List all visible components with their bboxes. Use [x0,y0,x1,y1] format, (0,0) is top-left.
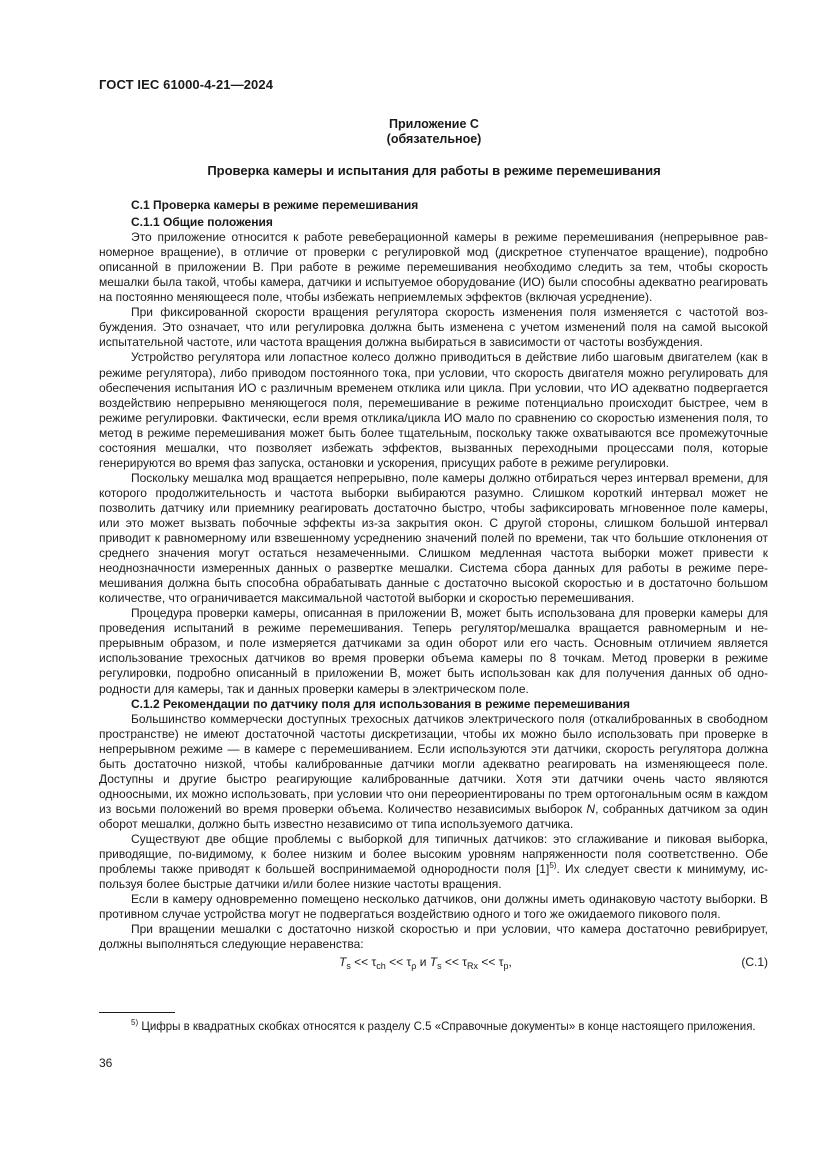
annex-label: Приложение С [389,117,479,131]
annex-title: Проверка камеры и испытания для работы в режиме перемешивания [207,163,661,178]
paragraph: Если в камеру одновременно помещено несколько датчиков, они должны иметь одинаковую частоту выборки. В противном случае устройства могут не подвергаться воздействию одного и того же ожидаемого пикового поля. [99,892,768,922]
paragraph: Устройство регулятора или лопастное колесо должно приводиться в действие либо шаговым двигателем (как в режиме регулятора), либо приводом постоянного тока, при условии, что скорость двигателя можно регулировать для обеспечения испытания ИО с различным временем отклика или цикла. При условии, что ИО адекватно подвергается воздействию непрерывно меняющегося поля, перемешивание в режиме потенциально происходит быстрее, чем в режиме регулировки. Фактически, если время отклика/цикла ИО мало по сравнению со скоростью изменения поля, то метод в режиме перемешивания может быть более тщательным, поскольку также охватываются все промежуточные состояния мешалки, что позволяет избежать эффектов, вызванных переходными процессами поля, которые генерируются во время фаз запуска, остановки и ускорения, присущих работе в режиме регулировки. [99,350,768,470]
page-number: 36 [99,1056,113,1070]
formula-expression: $T_s << \tau_{ch} << \tau_\rho$ и $T_s << \tau_{Rx} << \tau_p$, [339,955,512,972]
section-c1-title: С.1 Проверка камеры в режиме перемешивания [131,198,419,212]
footnote-marker: 5) [131,1018,139,1027]
footnote-ref: 5) [549,861,557,871]
formula-number: (С.1) [741,955,768,970]
paragraph: Процедура проверки камеры, описанная в приложении В, может быть использована для проверки камеры для проведения испытаний в режиме перемешивания. Теперь регулятор/мешалка вращается равномерным и непрерывным образом, и поле измеряется датчиками за один оборот или его часть. Основным отличием является использование трехосных датчиков во время проверки объема камеры по 8 точкам. Метод проверки в режиме регулировки, подробно описанный в приложении В, может быть использован как для получения данных об однородности для камеры, так и данных проверки камеры в электрическом поле. [99,606,768,696]
footnote [99,1019,768,1035]
paragraph: Большинство коммерчески доступных трехосных датчиков электрического поля (откалиброванных в свободном пространстве) не имеют достаточной частоты дискретизации, чтобы их можно было использовать при проверке в непрерывном режиме — в камере с перемешиванием. Если используются эти датчики, скорость регулятора должна быть достаточно низкой, чтобы калиброванные датчики могли адекватно реагировать на изменяющееся поле. Доступны и другие быстро реагирующие калиброванные датчики. Хотя эти датчики очень часто являются одноосными, их можно использовать, при условии что они переориентированы по трем ортогональным осям в каждом из восьми положений во время проверки объема. Количество независимых выборок N, собранных датчиком за один оборот мешалки, должно быть известно независимо от типа используемого датчика. [99,711,768,831]
paragraph: Это приложение относится к работе ревеберационной камеры в режиме перемешивания (непрерывное равномерное вращение), в отличие от проверки с регулировкой мод (дискретное ступенчатое вращение), подробно описанной в приложении В. При работе в режиме перемешивания необходимо следить за тем, чтобы скорость мешалки была такой, чтобы камера, датчики и испытуемое оборудование (ИО) были способны адекватно реагировать на постоянно меняющееся поле, чтобы избежать неприемлемых эффектов (включая усреднение). [99,230,768,305]
paragraph: Поскольку мешалка мод вращается непрерывно, поле камеры должно отбираться через интервал времени, для которого продолжительность и частота выборки выбираются разумно. Слишком короткий интервал может не позволить датчику или приемнику реагировать достаточно быстро, чтобы зафиксировать мгновенное поле камеры, или это может вызвать побочные эффекты из-за закрытия окон. С другой стороны, слишком большой интервал приводит к равномерному или взвешенному усреднению значений полей по времени, так что большие отклонения от среднего значения могут остаться незамеченными. Слишком медленная частота выборки может привести к неоднозначности измеренных данных о развертке мешалки. Система сбора данных для работы в режиме перемешивания должна быть способна обрабатывать данные с достаточно высокой скоростью и в достаточно большом количестве, что ограничивается максимальной частотой выборки и скоростью перемешивания. [99,470,768,606]
paragraph: Существуют две общие проблемы с выборкой для типичных датчиков: это сглаживание и пиковая выборка, приводящие, по-видимому, к более низким и более высоким уровням напряженности поля соответственно. Обе проблемы также приводят к большей воспринимаемой однородности поля $[1]^{5)}$. Их следует свести к минимуму, используя более быстрые датчики и/или более низкие частоты вращения. [99,831,769,892]
formula-c1 [99,955,768,973]
paragraph: При фиксированной скорости вращения регулятора скорость изменения поля изменяется с частотой возбуждения. Это означает, что или регулировка должна быть изменена с учетом изменений поля на самой высокой испытательной частоте, или частота вращения должна выбираться в зависимости от частоты возбуждения. [99,305,768,350]
annex-status: (обязательное) [386,132,482,146]
footnote-text: Цифры в квадратных скобках относятся к разделу С.5 «Справочные документы» в конце настоящего приложения. [138,1021,756,1033]
paragraph: При вращении мешалки с достаточно низкой скоростью и при условии, что камера достаточно ревибрирует, должны выполняться следующие неравенства: [99,922,768,952]
document-header: ГОСТ IEC 61000-4-21—2024 [99,77,274,92]
variable-n: N [586,801,596,816]
body-text [99,198,768,973]
section-c11-title: С.1.1 Общие положения [131,215,273,230]
footnote-divider [99,1012,175,1013]
annex-heading [99,117,769,147]
section-c12-title: С.1.2 Рекомендации по датчику поля для использования в режиме перемешивания [131,696,630,711]
